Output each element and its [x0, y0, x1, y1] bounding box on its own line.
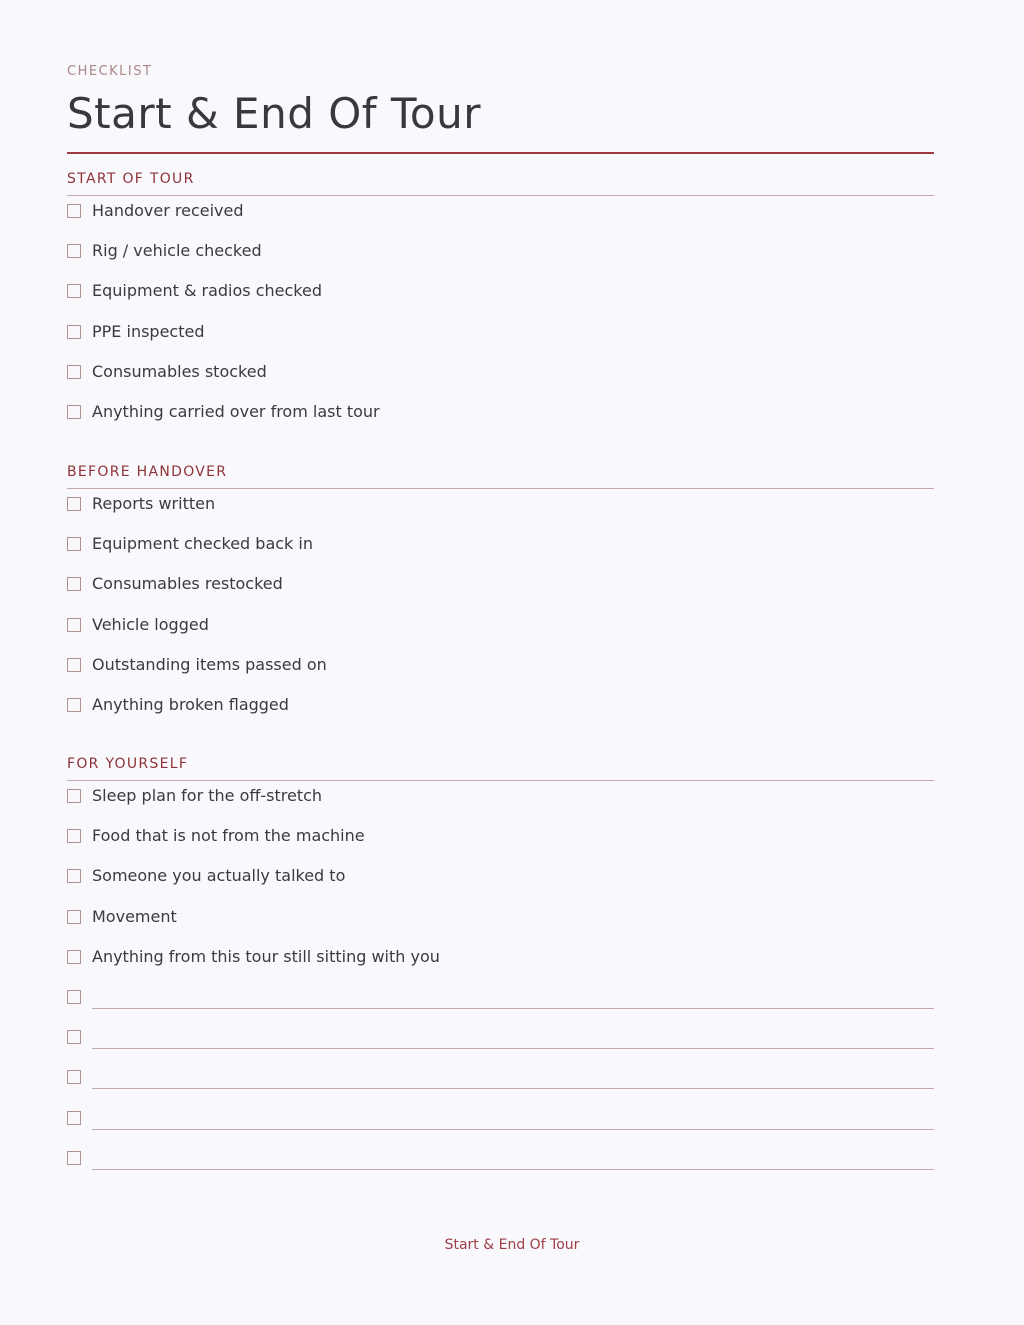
checklist-item: [67, 861, 934, 901]
checkbox[interactable]: [67, 1070, 81, 1084]
checklist-item-label: PPE inspected: [92, 321, 205, 341]
checkbox[interactable]: [67, 497, 81, 511]
checklist-item-label: Someone you actually talked to: [92, 866, 346, 886]
section-for-yourself: [67, 749, 934, 1183]
blank-checklist-item: [67, 1143, 934, 1183]
checklist-item-label: Equipment checked back in: [92, 534, 313, 554]
checkbox[interactable]: [67, 789, 81, 803]
checkbox[interactable]: [67, 658, 81, 672]
checkbox[interactable]: [67, 1030, 81, 1044]
checkbox[interactable]: [67, 990, 81, 1004]
section-header: [67, 457, 934, 489]
checklist-item: [67, 942, 934, 982]
checklist-item-label: Movement: [92, 906, 177, 926]
section-header: [67, 749, 934, 781]
write-in-line[interactable]: [92, 1048, 934, 1049]
checkbox[interactable]: [67, 869, 81, 883]
checklist-item-label: Rig / vehicle checked: [92, 241, 262, 261]
checkbox[interactable]: [67, 698, 81, 712]
blank-checklist-item: [67, 1062, 934, 1102]
checkbox[interactable]: [67, 1151, 81, 1165]
checkbox[interactable]: [67, 950, 81, 964]
checkbox[interactable]: [67, 284, 81, 298]
page-footer: Start & End Of Tour: [444, 1237, 580, 1253]
checkbox[interactable]: [67, 537, 81, 551]
section-title: FOR YOURSELF: [67, 756, 189, 772]
checklist: [67, 489, 934, 730]
title-divider: [67, 152, 934, 154]
section-title: START OF TOUR: [67, 171, 195, 187]
section-before-handover: [67, 457, 934, 730]
checklist-item: [67, 317, 934, 357]
checkbox[interactable]: [67, 405, 81, 419]
checklist-item-label: Anything carried over from last tour: [92, 401, 380, 421]
checkbox[interactable]: [67, 1111, 81, 1125]
checkbox[interactable]: [67, 325, 81, 339]
checkbox[interactable]: [67, 618, 81, 632]
write-in-line[interactable]: [92, 1088, 934, 1089]
checklist: [67, 196, 934, 437]
page-eyebrow: CHECKLIST: [67, 64, 153, 79]
blank-checklist-item: [67, 1022, 934, 1062]
checklist-item: [67, 236, 934, 276]
checklist-item: [67, 690, 934, 730]
checklist-item-label: Anything broken flagged: [92, 694, 289, 714]
checklist-item-label: Vehicle logged: [92, 614, 209, 634]
blank-checklist-item: [67, 1103, 934, 1143]
write-in-line[interactable]: [92, 1169, 934, 1170]
checklist-item: [67, 196, 934, 236]
section-header: [67, 164, 934, 196]
checklist-item: [67, 610, 934, 650]
checklist-item: [67, 397, 934, 437]
checklist-item-label: Reports written: [92, 494, 216, 513]
checklist-item: [67, 902, 934, 942]
checklist-item: [67, 569, 934, 609]
checkbox[interactable]: [67, 829, 81, 843]
checklist-page: [67, 0, 934, 1325]
write-in-line[interactable]: [92, 1008, 934, 1009]
checklist-item-label: Anything from this tour still sitting with you: [92, 946, 440, 966]
checkbox[interactable]: [67, 365, 81, 379]
checklist: [67, 781, 934, 1183]
checklist-item: [67, 781, 934, 821]
checklist-item: [67, 276, 934, 316]
section-title: BEFORE HANDOVER: [67, 464, 228, 480]
checklist-item-label: Outstanding items passed on: [92, 654, 327, 674]
checkbox[interactable]: [67, 577, 81, 591]
page-title: Start & End Of Tour: [67, 89, 482, 138]
checkbox[interactable]: [67, 244, 81, 258]
checklist-item-label: Equipment & radios checked: [92, 281, 322, 301]
checklist-item-label: Consumables stocked: [92, 361, 267, 381]
checkbox[interactable]: [67, 204, 81, 218]
checklist-item-label: Sleep plan for the off-stretch: [92, 786, 323, 805]
blank-checklist-item: [67, 982, 934, 1022]
checklist-item-label: Food that is not from the machine: [92, 826, 365, 846]
checklist-item: [67, 821, 934, 861]
checklist-item: [67, 489, 934, 529]
checklist-item: [67, 357, 934, 397]
checklist-item-label: Handover received: [92, 201, 244, 220]
write-in-line[interactable]: [92, 1129, 934, 1130]
checklist-item: [67, 650, 934, 690]
checklist-item: [67, 529, 934, 569]
checklist-item-label: Consumables restocked: [92, 574, 283, 594]
section-start-of-tour: [67, 164, 934, 437]
checkbox[interactable]: [67, 910, 81, 924]
